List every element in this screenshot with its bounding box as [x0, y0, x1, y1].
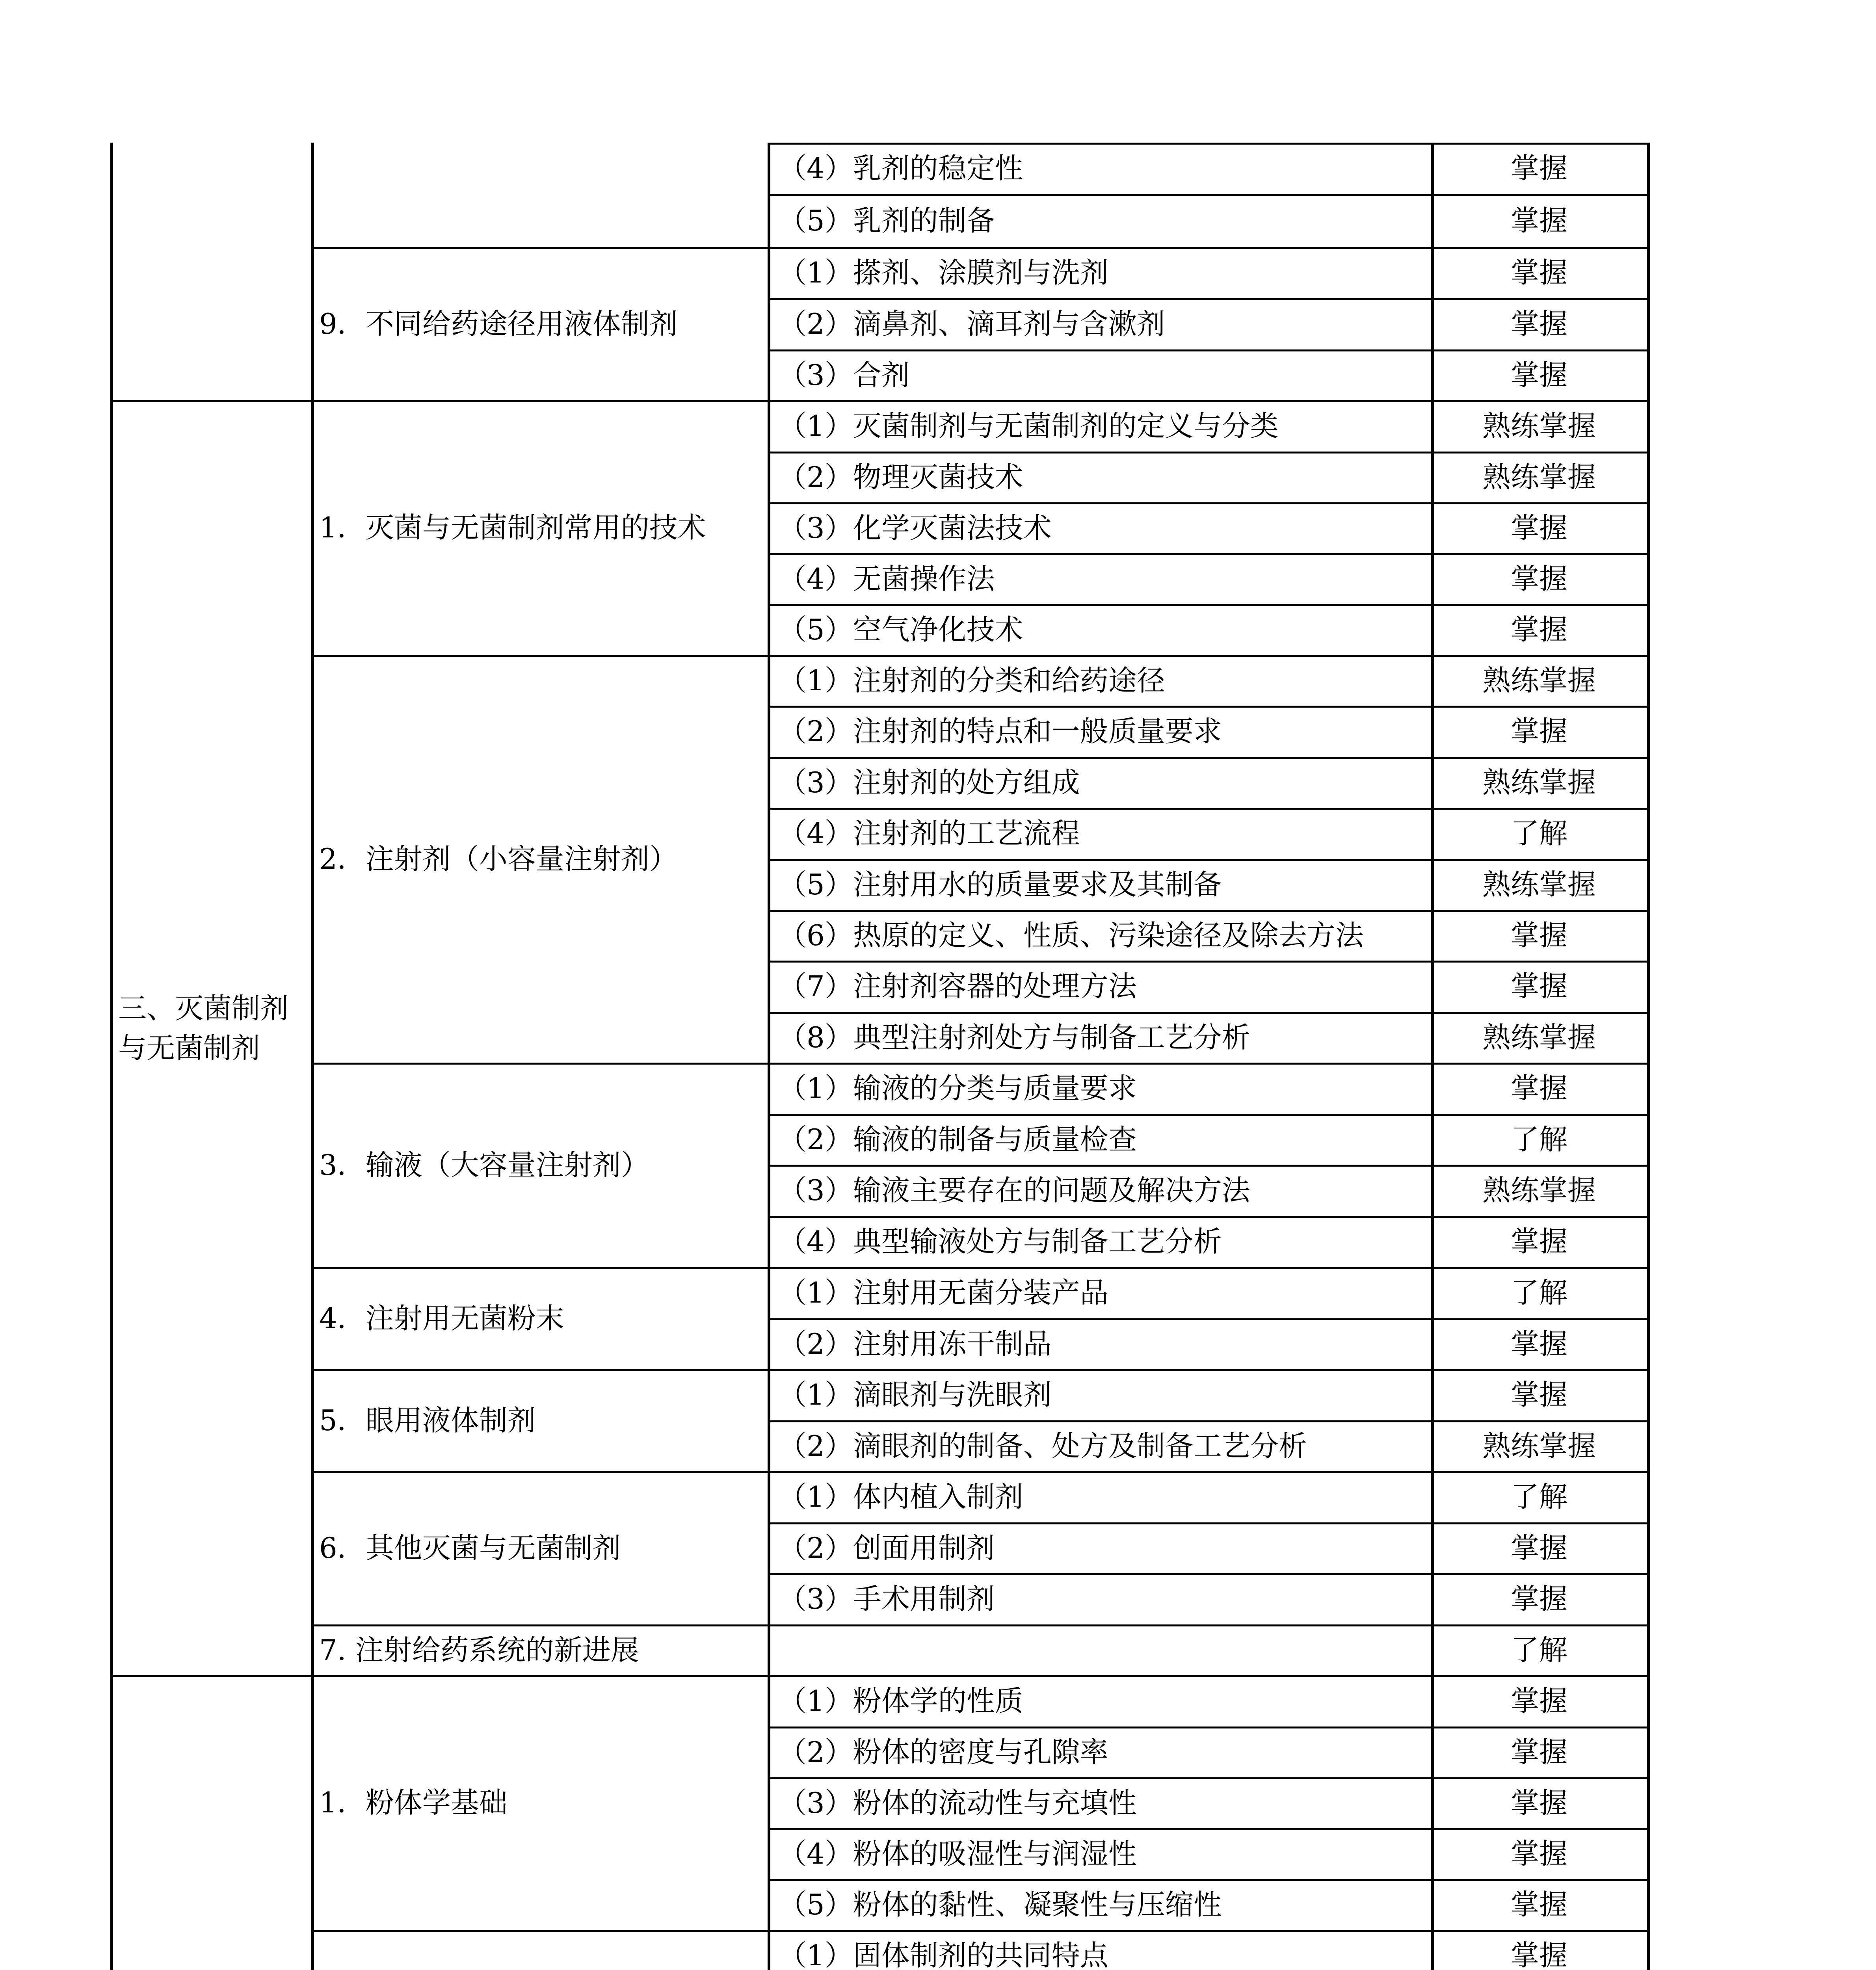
- mastery-level: 掌握: [1510, 1531, 1567, 1565]
- item-text: （2）物理灭菌技术: [778, 460, 1023, 494]
- mastery-level: 熟练掌握: [1482, 868, 1596, 901]
- mastery-level: 了解: [1510, 817, 1567, 850]
- item-text: （1）输液的分类与质量要求: [778, 1072, 1137, 1105]
- mastery-level: 掌握: [1510, 613, 1567, 646]
- mastery-level: 掌握: [1510, 204, 1567, 237]
- topic-title: 3．输液（大容量注射剂）: [319, 1148, 649, 1182]
- item-text: （3）手术用制剂: [778, 1582, 995, 1615]
- mastery-level: 掌握: [1510, 1378, 1567, 1411]
- mastery-level: 掌握: [1510, 1786, 1567, 1819]
- mastery-level: 熟练掌握: [1482, 409, 1596, 442]
- mastery-level: 掌握: [1510, 918, 1567, 952]
- table-border-left: [110, 143, 113, 1970]
- topic-title: 4．注射用无菌粉末: [319, 1301, 564, 1335]
- mastery-level: 掌握: [1510, 1684, 1567, 1717]
- topic-title: 6．其他灭菌与无菌制剂: [319, 1531, 621, 1565]
- item-text: （3）注射剂的处方组成: [778, 766, 1080, 799]
- item-text: （2）输液的制备与质量检查: [778, 1123, 1137, 1156]
- mastery-level: 掌握: [1510, 1327, 1567, 1360]
- mastery-level: 熟练掌握: [1482, 460, 1596, 494]
- mastery-level: 掌握: [1510, 1072, 1567, 1105]
- mastery-level: 掌握: [1510, 1939, 1567, 1970]
- item-text: （1）粉体学的性质: [778, 1684, 1023, 1717]
- item-text: （2）粉体的密度与孔隙率: [778, 1735, 1108, 1769]
- item-text: （5）注射用水的质量要求及其制备: [778, 868, 1222, 901]
- item-text: （2）注射用冻干制品: [778, 1327, 1052, 1360]
- topic-title: 7. 注射给药系统的新进展: [319, 1633, 639, 1667]
- mastery-level: 了解: [1510, 1123, 1567, 1156]
- item-text: （2）滴鼻剂、滴耳剂与含漱剂: [778, 307, 1165, 340]
- item-text: （3）化学灭菌法技术: [778, 511, 1052, 545]
- item-text: （8）典型注射剂处方与制备工艺分析: [778, 1020, 1250, 1054]
- item-text: （3）输液主要存在的问题及解决方法: [778, 1174, 1250, 1207]
- mastery-level: 掌握: [1510, 1582, 1567, 1615]
- item-text: （7）注射剂容器的处理方法: [778, 970, 1137, 1003]
- mastery-level: 熟练掌握: [1482, 663, 1596, 697]
- item-text: （5）乳剂的制备: [778, 204, 995, 237]
- item-text: （4）注射剂的工艺流程: [778, 817, 1080, 850]
- item-text: （5）粉体的黏性、凝聚性与压缩性: [778, 1888, 1222, 1921]
- mastery-level: 熟练掌握: [1482, 1174, 1596, 1207]
- topic-title: 1．粉体学基础: [319, 1786, 508, 1819]
- mastery-level: 掌握: [1510, 358, 1567, 392]
- item-text: （2）滴眼剂的制备、处方及制备工艺分析: [778, 1429, 1307, 1463]
- item-text: （6）热原的定义、性质、污染途径及除去方法: [778, 918, 1364, 952]
- mastery-level: 掌握: [1510, 715, 1567, 748]
- mastery-level: 掌握: [1510, 1888, 1567, 1921]
- topic-title: 5．眼用液体制剂: [319, 1403, 536, 1437]
- item-text: （3）粉体的流动性与充填性: [778, 1786, 1137, 1819]
- topic-title: 1．灭菌与无菌制剂常用的技术: [319, 511, 706, 544]
- column-divider: [311, 143, 314, 1970]
- mastery-level: 了解: [1510, 1480, 1567, 1513]
- item-text: （1）搽剂、涂膜剂与洗剂: [778, 256, 1108, 289]
- column-divider: [768, 143, 770, 1970]
- topic-title: [319, 1930, 764, 1970]
- column-divider: [1431, 143, 1434, 1970]
- item-text: （2）注射剂的特点和一般质量要求: [778, 715, 1222, 748]
- topic-title: 2．注射剂（小容量注射剂）: [319, 842, 678, 875]
- mastery-level: 掌握: [1510, 511, 1567, 545]
- mastery-level: 掌握: [1510, 256, 1567, 289]
- mastery-level: 掌握: [1510, 1735, 1567, 1769]
- mastery-level: 熟练掌握: [1482, 766, 1596, 799]
- item-text: （4）乳剂的稳定性: [778, 152, 1023, 185]
- item-text: （1）注射用无菌分装产品: [778, 1276, 1108, 1309]
- item-text: （2）创面用制剂: [778, 1531, 995, 1565]
- item-text: （1）灭菌制剂与无菌制剂的定义与分类: [778, 409, 1279, 442]
- mastery-level: 掌握: [1510, 1225, 1567, 1258]
- mastery-level: 熟练掌握: [1482, 1429, 1596, 1463]
- table-border-right: [1647, 143, 1650, 1970]
- unit-title: 三、灭菌制剂与无菌制剂: [118, 992, 289, 1065]
- item-text: （1）体内植入制剂: [778, 1480, 1023, 1513]
- mastery-level: 掌握: [1510, 970, 1567, 1003]
- mastery-level: 了解: [1510, 1633, 1567, 1667]
- item-text: （1）固体制剂的共同特点: [778, 1939, 1108, 1970]
- mastery-level: 熟练掌握: [1482, 1020, 1596, 1054]
- mastery-level: 掌握: [1510, 562, 1567, 595]
- mastery-level: 掌握: [1510, 307, 1567, 340]
- item-text: [778, 1624, 1428, 1675]
- mastery-level: 掌握: [1510, 1837, 1567, 1870]
- mastery-level: 掌握: [1510, 152, 1567, 185]
- mastery-level: 了解: [1510, 1276, 1567, 1309]
- item-text: （4）无菌操作法: [778, 562, 995, 595]
- item-text: （4）典型输液处方与制备工艺分析: [778, 1225, 1222, 1258]
- item-text: （1）注射剂的分类和给药途径: [778, 663, 1165, 697]
- item-text: （5）空气净化技术: [778, 613, 1023, 646]
- item-text: （4）粉体的吸湿性与润湿性: [778, 1837, 1137, 1870]
- item-text: （1）滴眼剂与洗眼剂: [778, 1378, 1052, 1411]
- topic-title: 9．不同给药途径用液体制剂: [319, 307, 678, 340]
- item-text: （3）合剂: [778, 358, 910, 392]
